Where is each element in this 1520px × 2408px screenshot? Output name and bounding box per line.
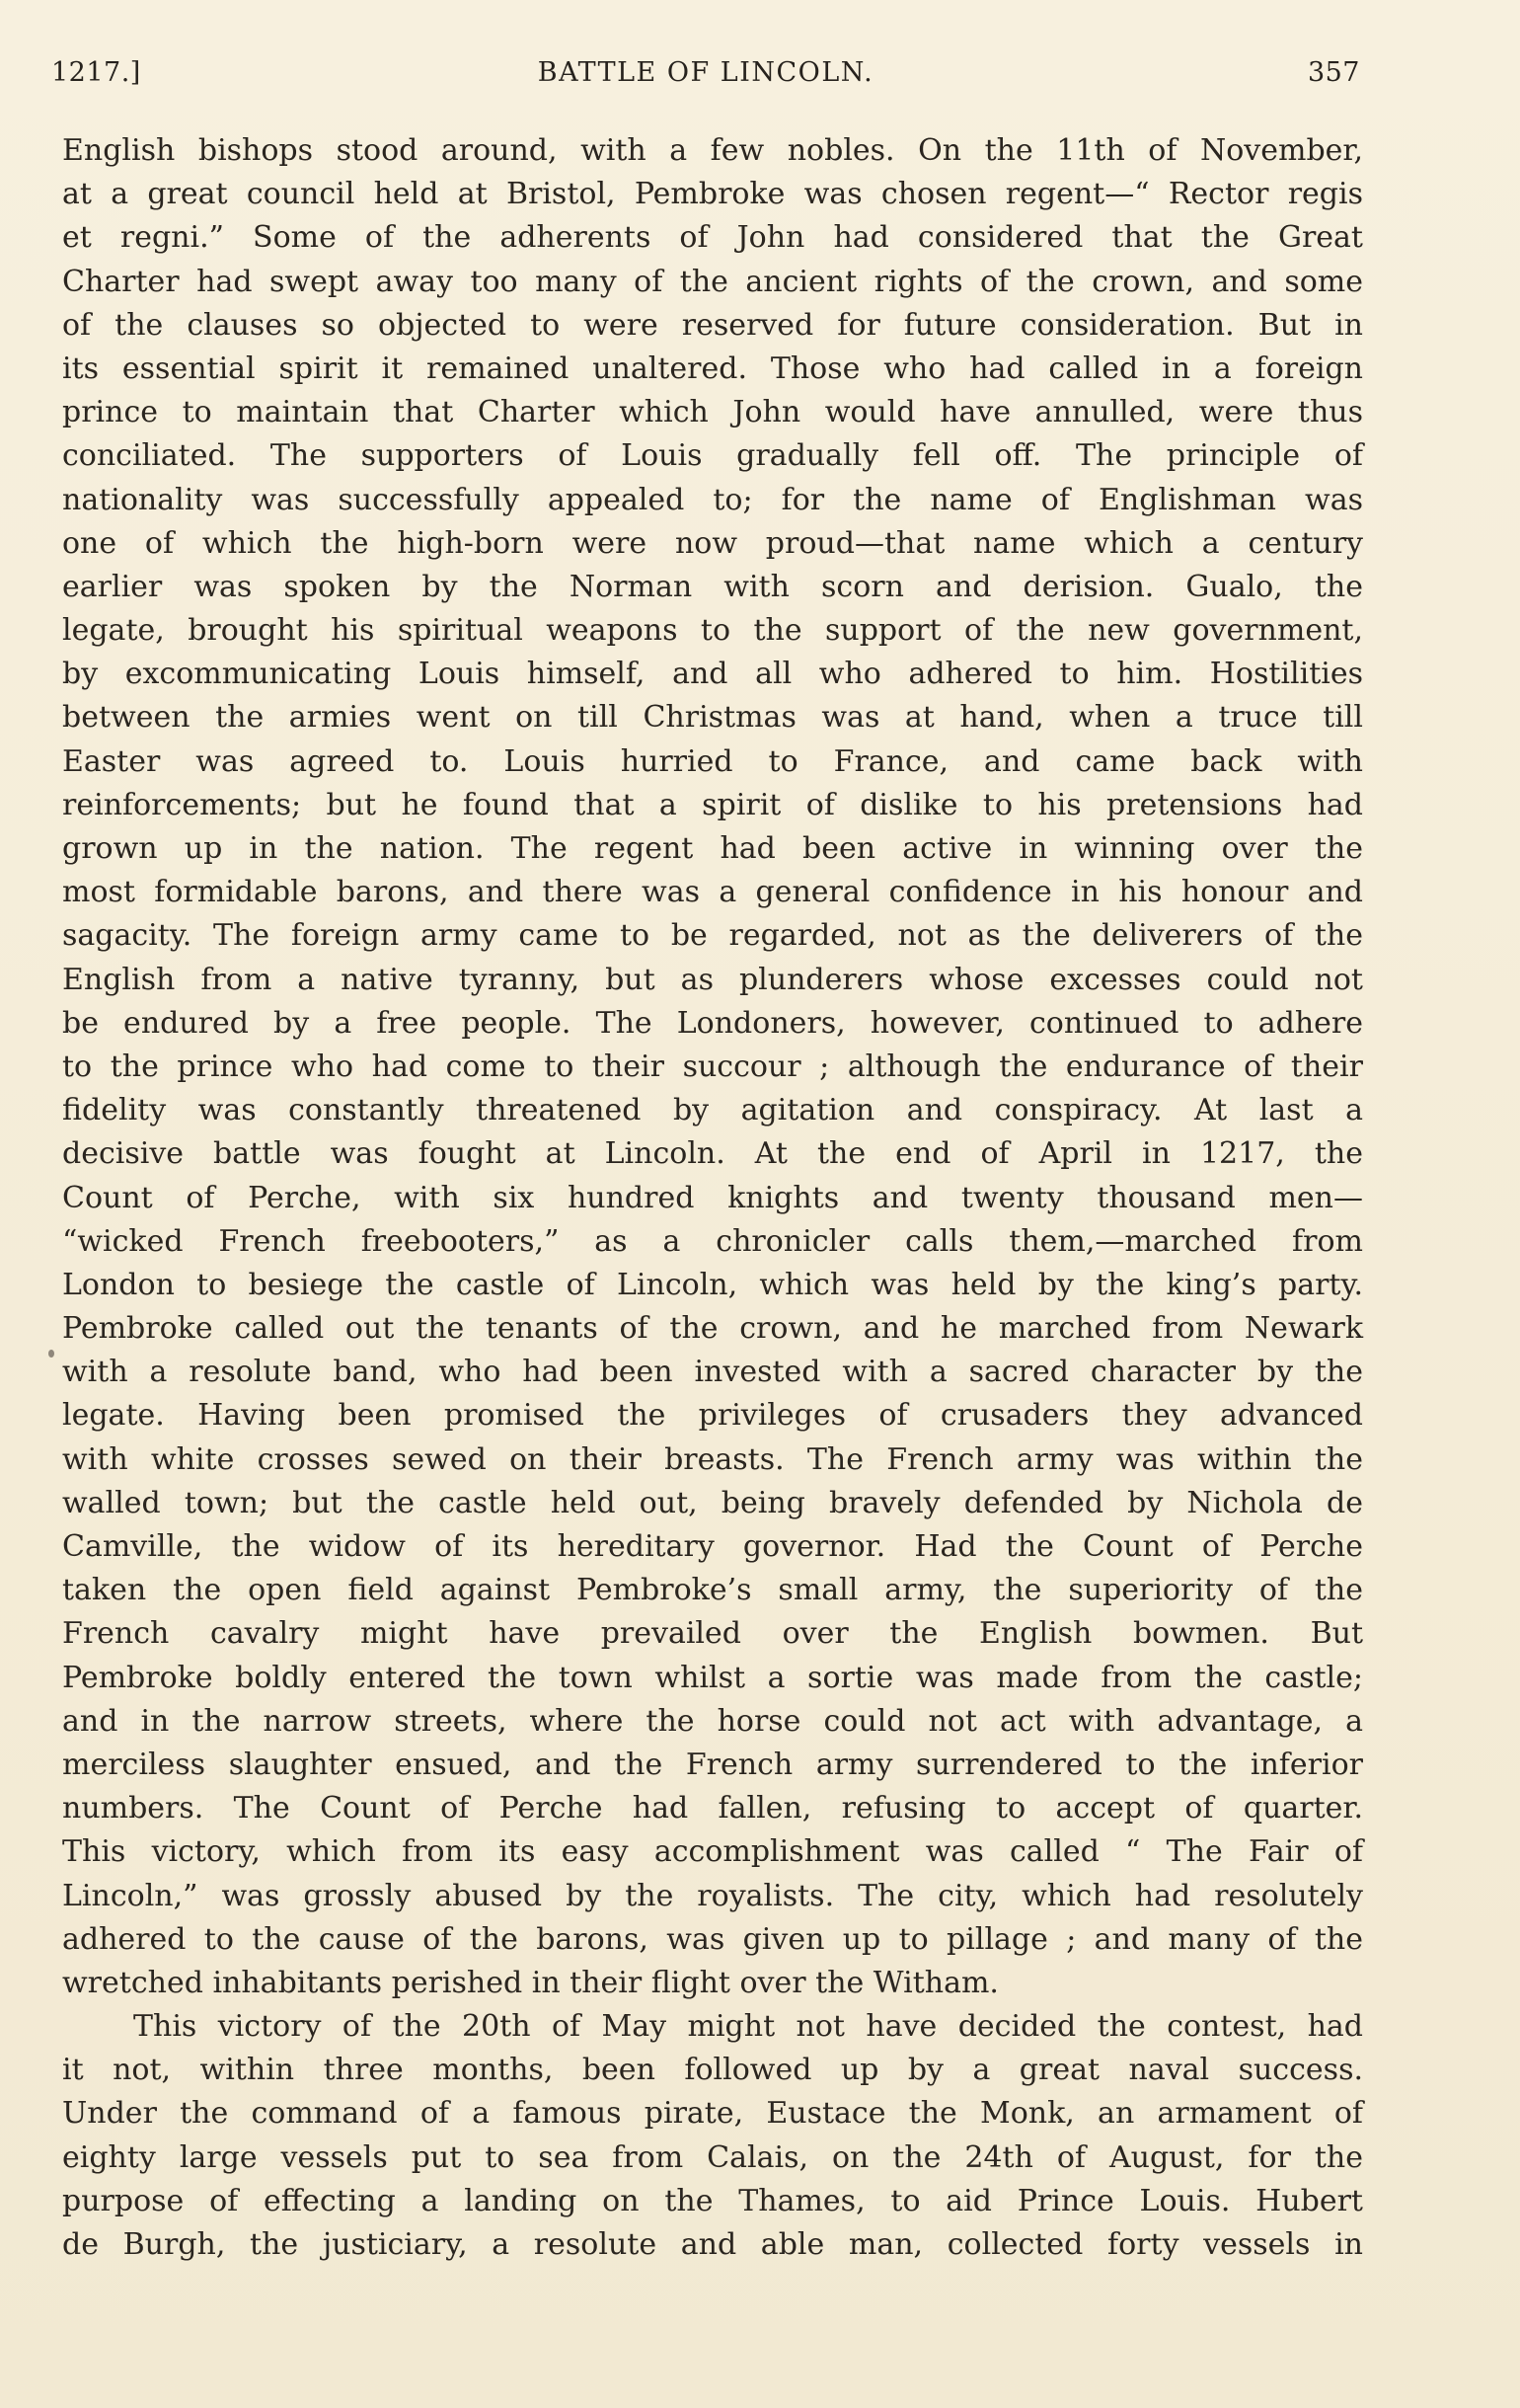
text-line: with white crosses sewed on their breasts. The French army was within the (62, 1441, 1363, 1477)
text-line-paragraph-start: This victory of the 20th of May might not have decided the contest, had (133, 2009, 1363, 2045)
text-line: merciless slaughter ensued, and the French army surrendered to the inferior (62, 1747, 1363, 1782)
text-line: purpose of effecting a landing on the Thames, to aid Prince Louis. Hubert (62, 2183, 1363, 2218)
text-line: English bishops stood around, with a few nobles. On the 11th of November, (62, 133, 1363, 168)
text-line: French cavalry might have prevailed over the English bowmen. But (62, 1616, 1363, 1652)
text-line: English from a native tyranny, but as plunderers whose excesses could not (62, 962, 1363, 997)
text-line: it not, within three months, been followed up by a great naval success. (62, 2053, 1363, 2088)
text-line: by excommunicating Louis himself, and all who adhered to him. Hostilities (62, 657, 1363, 692)
text-line: eighty large vessels put to sea from Calais, on the 24th of August, for the (62, 2139, 1363, 2175)
text-line: adhered to the cause of the barons, was given up to pillage ; and many of the (62, 1921, 1363, 1957)
text-line-paragraph-end: wretched inhabitants perished in their flight over the Witham. (62, 1965, 999, 2000)
text-line: sagacity. The foreign army came to be regarded, not as the deliverers of the (62, 918, 1363, 954)
text-line: London to besiege the castle of Lincoln, which was held by the king’s party. (62, 1267, 1363, 1302)
text-line: at a great council held at Bristol, Pembroke was chosen regent—“ Rector regis (62, 177, 1363, 212)
margin-speck (48, 1350, 54, 1358)
text-line: fidelity was constantly threatened by agitation and conspiracy. At last a (62, 1093, 1363, 1128)
text-line: numbers. The Count of Perche had fallen, refusing to accept of quarter. (62, 1791, 1363, 1826)
text-line: Charter had swept away too many of the ancient rights of the crown, and some (62, 264, 1363, 299)
text-line: prince to maintain that Charter which John would have annulled, were thus (62, 395, 1363, 430)
text-line: Lincoln,” was grossly abused by the royalists. The city, which had resolutely (62, 1878, 1363, 1913)
text-line: reinforcements; but he found that a spirit of dislike to his pretensions had (62, 787, 1363, 822)
running-head (51, 57, 1360, 97)
text-line: legate. Having been promised the privileges of crusaders they advanced (62, 1398, 1363, 1434)
text-line: Easter was agreed to. Louis hurried to France, and came back with (62, 743, 1363, 779)
text-line: taken the open field against Pembroke’s small army, the superiority of the (62, 1573, 1363, 1608)
text-line: Pembroke called out the tenants of the crown, and he marched from Newark (62, 1311, 1363, 1347)
body-text (62, 129, 1363, 2267)
text-line: Pembroke boldly entered the town whilst a sortie was made from the castle; (62, 1660, 1363, 1695)
text-line: most formidable barons, and there was a general confidence in his honour and (62, 875, 1363, 910)
header-title: BATTLE OF LINCOLN. (537, 57, 874, 88)
text-line: between the armies went on till Christmas was at hand, when a truce till (62, 700, 1363, 736)
page-number: 357 (1307, 57, 1360, 88)
text-line: Count of Perche, with six hundred knights and twenty thousand men— (62, 1180, 1363, 1215)
text-line: conciliated. The supporters of Louis gradually fell off. The principle of (62, 438, 1363, 474)
header-year: 1217.] (51, 57, 141, 88)
text-line: Camville, the widow of its hereditary governor. Had the Count of Perche (62, 1529, 1363, 1564)
text-line: its essential spirit it remained unaltered. Those who had called in a foreign (62, 350, 1363, 386)
text-line: to the prince who had come to their succour ; although the endurance of their (62, 1049, 1363, 1084)
text-line: earlier was spoken by the Norman with scorn and derision. Gualo, the (62, 569, 1363, 604)
text-line: of the clauses so objected to were reserved for future consideration. But in (62, 307, 1363, 343)
text-line: grown up in the nation. The regent had been active in winning over the (62, 831, 1363, 866)
text-line: with a resolute band, who had been invested with a sacred character by the (62, 1355, 1363, 1390)
text-line: one of which the high-born were now proud—that name which a century (62, 525, 1363, 561)
text-line: legate, brought his spiritual weapons to the support of the new government, (62, 613, 1363, 649)
text-line: walled town; but the castle held out, being bravely defended by Nichola de (62, 1485, 1363, 1520)
text-line: nationality was successfully appealed to; for the name of Englishman was (62, 482, 1363, 517)
text-line: and in the narrow streets, where the horse could not act with advantage, a (62, 1703, 1363, 1739)
text-line: Under the command of a famous pirate, Eustace the Monk, an armament of (62, 2096, 1363, 2132)
text-line: be endured by a free people. The Londoners, however, continued to adhere (62, 1005, 1363, 1041)
text-line: de Burgh, the justiciary, a resolute and able man, collected forty vessels in (62, 2227, 1363, 2262)
text-line: “wicked French freebooters,” as a chronicler calls them,—marched from (62, 1223, 1363, 1259)
text-line: et regni.” Some of the adherents of John had considered that the Great (62, 220, 1363, 256)
text-line: decisive battle was fought at Lincoln. At the end of April in 1217, the (62, 1136, 1363, 1172)
text-line: This victory, which from its easy accomplishment was called “ The Fair of (62, 1834, 1363, 1870)
